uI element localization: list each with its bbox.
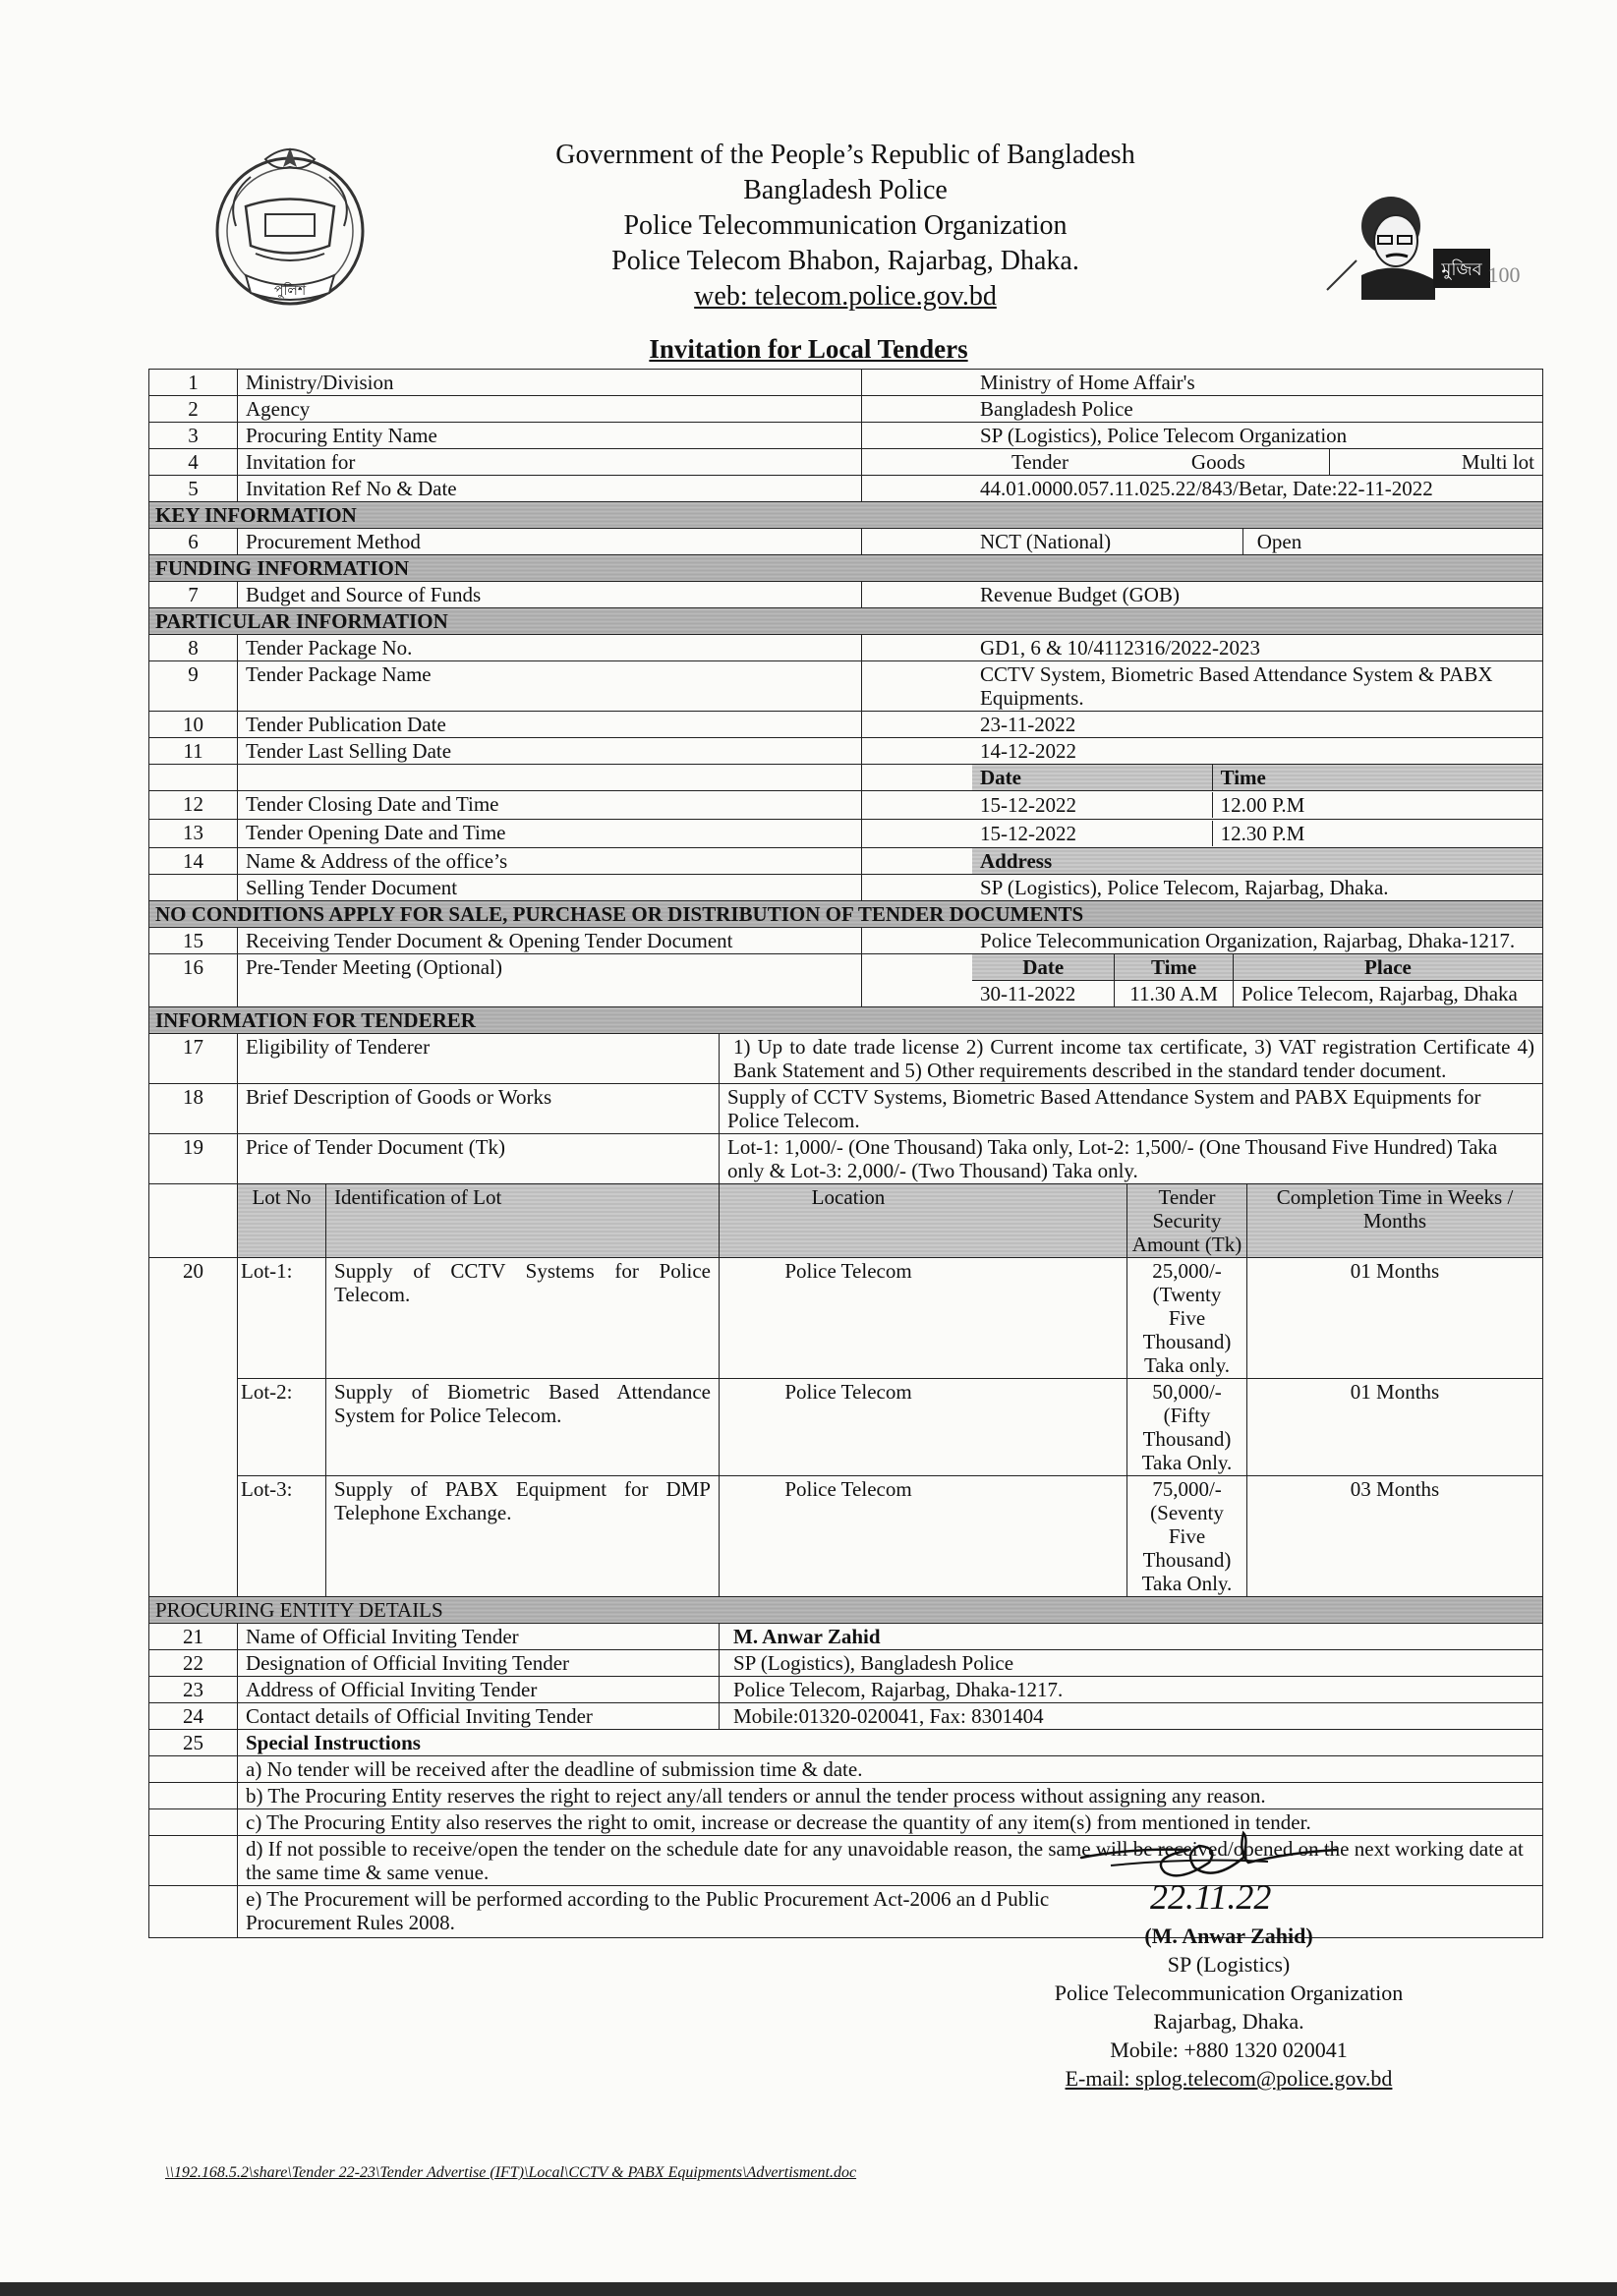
table-row xyxy=(149,476,1543,502)
procurement-method: NCT (National) xyxy=(980,530,1112,553)
row-value: SP (Logistics), Bangladesh Police xyxy=(720,1650,1543,1677)
table-row xyxy=(149,820,1543,848)
table-row xyxy=(149,954,1543,1007)
row-label: Tender Publication Date xyxy=(238,712,862,738)
table-row xyxy=(149,396,1543,423)
table-row xyxy=(149,1034,1543,1084)
row-label: Name of Official Inviting Tender xyxy=(238,1624,720,1650)
row-label: Receiving Tender Document & Opening Tender Document xyxy=(238,928,862,954)
lot-location: Police Telecom xyxy=(720,1476,1127,1597)
row-number: 15 xyxy=(149,928,238,954)
table-row xyxy=(149,1677,1543,1703)
row-number: 12 xyxy=(149,791,238,820)
lot-completion: 01 Months xyxy=(1247,1258,1543,1379)
lot-row xyxy=(149,1476,1543,1597)
row-value: CCTV System, Biometric Based Attendance System & PABX Equipments. xyxy=(862,661,1543,712)
table-row xyxy=(149,928,1543,954)
row-number: 21 xyxy=(149,1624,238,1650)
letterhead xyxy=(452,138,1239,315)
table-row xyxy=(149,1650,1543,1677)
row-label: Ministry/Division xyxy=(238,370,862,396)
section-information-for-tenderer: INFORMATION FOR TENDERER xyxy=(149,1007,1543,1034)
row-number: 24 xyxy=(149,1703,238,1730)
invitation-category: Goods xyxy=(1190,450,1245,474)
signature-date: 22.11.22 xyxy=(1150,1877,1272,1917)
section-header xyxy=(149,502,1543,529)
meeting-date-header: Date xyxy=(1022,955,1065,979)
lot-location: Police Telecom xyxy=(720,1379,1127,1476)
row-number: 14 xyxy=(149,848,238,875)
lot-identification: Supply of Biometric Based Attendance System for Police Telecom. xyxy=(326,1379,720,1476)
footer-file-path: \\192.168.5.2\share\Tender 22-23\Tender Advertise (IFT)\Local\CCTV & PABX Equipments\Advertisment.doc xyxy=(165,2164,857,2181)
row-label: Eligibility of Tenderer xyxy=(238,1034,720,1084)
row-number: 1 xyxy=(149,370,238,396)
row-number: 4 xyxy=(149,449,238,476)
instruction-row xyxy=(149,1756,1543,1783)
signatory-block xyxy=(983,1922,1474,2093)
row-number: 3 xyxy=(149,423,238,449)
portrait-badge-text: মুজিব xyxy=(1441,259,1482,279)
table-row xyxy=(149,582,1543,608)
closing-time: 12.00 P.M xyxy=(1212,792,1542,818)
row-label: Invitation for xyxy=(238,449,862,476)
row-label: Pre-Tender Meeting (Optional) xyxy=(238,954,862,1007)
document-title: Invitation for Local Tenders xyxy=(649,334,968,364)
row-number: 13 xyxy=(149,820,238,848)
row-number: 19 xyxy=(149,1134,238,1184)
section-header xyxy=(149,608,1543,635)
row-label: Tender Package No. xyxy=(238,635,862,661)
lot-completion-header: Completion Time in Weeks / Months xyxy=(1247,1184,1543,1258)
instruction-item: b) The Procuring Entity reserves the right to reject any/all tenders or annul the tender process without assigning any reason. xyxy=(238,1783,1543,1809)
invitation-type: Tender xyxy=(1011,450,1068,474)
date-time-header-cell xyxy=(862,765,1543,791)
invitation-lot-type: Multi lot xyxy=(1329,449,1542,475)
lot-header-row xyxy=(149,1184,1543,1258)
lot-no-header: Lot No xyxy=(238,1184,326,1258)
section-header xyxy=(149,1007,1543,1034)
row-value: SP (Logistics), Police Telecom, Rajarbag, Dhaka. xyxy=(862,875,1543,901)
row-value: 14-12-2022 xyxy=(862,738,1543,765)
table-row xyxy=(149,791,1543,820)
row-label: Tender Closing Date and Time xyxy=(238,791,862,820)
table-row xyxy=(149,635,1543,661)
portrait-100-text: 100 xyxy=(1487,262,1521,287)
row-value: 23-11-2022 xyxy=(862,712,1543,738)
table-row xyxy=(149,423,1543,449)
header-web-link[interactable]: web: telecom.police.gov.bd xyxy=(694,281,997,312)
row-number: 18 xyxy=(149,1084,238,1134)
row-label: Agency xyxy=(238,396,862,423)
scan-bottom-edge xyxy=(0,2282,1617,2296)
row-number: 6 xyxy=(149,529,238,555)
closing-date-time-cell xyxy=(862,791,1543,820)
row-value: Revenue Budget (GOB) xyxy=(862,582,1543,608)
row-label: Tender Package Name xyxy=(238,661,862,712)
section-header xyxy=(149,1597,1543,1624)
header-line-government: Government of the People’s Republic of Bangladesh xyxy=(555,140,1135,170)
section-particular-information: PARTICULAR INFORMATION xyxy=(149,608,1543,635)
lot-number: Lot-3: xyxy=(238,1476,326,1597)
header-line-police: Bangladesh Police xyxy=(743,175,948,205)
row-label: Procurement Method xyxy=(238,529,862,555)
row-label: Procuring Entity Name xyxy=(238,423,862,449)
row-number: 16 xyxy=(149,954,238,1007)
meeting-place-header: Place xyxy=(1233,954,1542,980)
table-row xyxy=(149,1703,1543,1730)
row-value: SP (Logistics), Police Telecom Organization xyxy=(862,423,1543,449)
row-number: 5 xyxy=(149,476,238,502)
opening-date-time-cell xyxy=(862,820,1543,848)
emblem-text: পুলিশ xyxy=(273,284,307,299)
row-label: Name & Address of the office’s xyxy=(238,848,862,875)
row-number: 7 xyxy=(149,582,238,608)
section-header xyxy=(149,555,1543,582)
instruction-item: e) The Procurement will be performed according to the Public Procurement Act-2006 an d Public Procurement Rules 2008. xyxy=(238,1886,1543,1938)
lot-identification: Supply of CCTV Systems for Police Telecom. xyxy=(326,1258,720,1379)
signatory-place: Rajarbag, Dhaka. xyxy=(1153,2009,1304,2034)
table-row xyxy=(149,712,1543,738)
lot-completion: 03 Months xyxy=(1247,1476,1543,1597)
table-row xyxy=(149,875,1543,901)
instruction-item: a) No tender will be received after the deadline of submission time & date. xyxy=(238,1756,1543,1783)
row-value: 44.01.0000.057.11.025.22/843/Betar, Date:22-11-2022 xyxy=(862,476,1543,502)
row-label: Selling Tender Document xyxy=(238,875,862,901)
row-value: 1) Up to date trade license 2) Current income tax certificate, 3) VAT registration Certificate 4) Bank Statement and 5) Other requirements described in the standard tender document. xyxy=(720,1034,1543,1084)
row-value: Supply of CCTV Systems, Biometric Based Attendance System and PABX Equipments for Police Telecom. xyxy=(720,1084,1543,1134)
row-value: Police Telecommunication Organization, Rajarbag, Dhaka-1217. xyxy=(862,928,1543,954)
row-label: Budget and Source of Funds xyxy=(238,582,862,608)
row-label: Brief Description of Goods or Works xyxy=(238,1084,720,1134)
row-value: Mobile:01320-020041, Fax: 8301404 xyxy=(720,1703,1543,1730)
lot-location: Police Telecom xyxy=(720,1258,1127,1379)
special-instructions-heading: Special Instructions xyxy=(238,1730,1543,1756)
section-procuring-entity-details: PROCURING ENTITY DETAILS xyxy=(149,1597,1543,1624)
table-row xyxy=(149,529,1543,555)
time-header: Time xyxy=(1212,765,1542,790)
meeting-time-header: Time xyxy=(1114,954,1233,980)
tender-table xyxy=(148,369,1543,1938)
signatory-designation: SP (Logistics) xyxy=(1167,1952,1291,1977)
signatory-organization: Police Telecommunication Organization xyxy=(1054,1980,1404,2005)
row-number: 17 xyxy=(149,1034,238,1084)
invitation-for-cell xyxy=(862,449,1543,476)
row-number: 20 xyxy=(149,1258,238,1597)
lot-row xyxy=(149,1379,1543,1476)
table-row xyxy=(149,765,1543,791)
row-value: M. Anwar Zahid xyxy=(720,1624,1543,1650)
table-row xyxy=(149,1084,1543,1134)
table-row xyxy=(149,1730,1543,1756)
address-header: Address xyxy=(972,848,1542,874)
lot-security-header: Tender Security Amount (Tk) xyxy=(1127,1184,1247,1258)
lot-location-header: Location xyxy=(720,1184,1127,1258)
lot-completion: 01 Months xyxy=(1247,1379,1543,1476)
handwritten-signature-icon xyxy=(1071,1828,1347,1917)
signatory-name: (M. Anwar Zahid) xyxy=(1144,1923,1313,1948)
header-line-organization: Police Telecommunication Organization xyxy=(623,210,1068,241)
lot-identification-header: Identification of Lot xyxy=(326,1184,720,1258)
table-row xyxy=(149,1624,1543,1650)
signatory-email-link[interactable]: E-mail: splog.telecom@police.gov.bd xyxy=(1065,2066,1393,2091)
pre-tender-meeting-cell xyxy=(862,954,1543,1007)
lot-security: 75,000/- (Seventy Five Thousand) Taka Only. xyxy=(1127,1476,1247,1597)
table-row xyxy=(149,1134,1543,1184)
table-row xyxy=(149,661,1543,712)
instruction-item: d) If not possible to receive/open the tender on the schedule date for any unavoidable reason, the same will be received/opened on the next working date at the same time & same venue. xyxy=(238,1836,1543,1886)
table-row xyxy=(149,738,1543,765)
section-header xyxy=(149,901,1543,928)
row-value: Ministry of Home Affair's xyxy=(862,370,1543,396)
table-row xyxy=(149,848,1543,875)
instruction-row xyxy=(149,1783,1543,1809)
meeting-place: Police Telecom, Rajarbag, Dhaka xyxy=(1233,981,1542,1006)
meeting-time: 11.30 A.M xyxy=(1114,981,1233,1006)
row-number: 9 xyxy=(149,661,238,712)
instruction-item: c) The Procuring Entity also reserves the right to omit, increase or decrease the quantity of any item(s) from mentioned in tender. xyxy=(238,1809,1543,1836)
section-key-information: KEY INFORMATION xyxy=(149,502,1543,529)
lot-number: Lot-1: xyxy=(238,1258,326,1379)
address-header-cell xyxy=(862,848,1543,875)
row-value: Lot-1: 1,000/- (One Thousand) Taka only, Lot-2: 1,500/- (One Thousand Five Hundred) Taka only & Lot-3: 2,000/- (Two Thousand) Taka only. xyxy=(720,1134,1543,1184)
row-label: Tender Last Selling Date xyxy=(238,738,862,765)
opening-time: 12.30 P.M xyxy=(1212,821,1542,846)
section-funding-information: FUNDING INFORMATION xyxy=(149,555,1543,582)
table-row xyxy=(149,449,1543,476)
row-value: Bangladesh Police xyxy=(862,396,1543,423)
lot-security: 25,000/- (Twenty Five Thousand) Taka only. xyxy=(1127,1258,1247,1379)
row-number: 8 xyxy=(149,635,238,661)
row-number: 10 xyxy=(149,712,238,738)
table-row xyxy=(149,370,1543,396)
row-value: GD1, 6 & 10/4112316/2022-2023 xyxy=(862,635,1543,661)
row-label: Tender Opening Date and Time xyxy=(238,820,862,848)
row-label: Address of Official Inviting Tender xyxy=(238,1677,720,1703)
lot-number: Lot-2: xyxy=(238,1379,326,1476)
row-number: 25 xyxy=(149,1730,238,1756)
mujib-100-logo-icon xyxy=(1317,182,1524,310)
signatory-mobile: Mobile: +880 1320 020041 xyxy=(1110,2038,1348,2062)
row-number: 22 xyxy=(149,1650,238,1677)
meeting-date: 30-11-2022 xyxy=(980,982,1076,1005)
row-label: Contact details of Official Inviting Tender xyxy=(238,1703,720,1730)
procurement-type: Open xyxy=(1242,529,1542,554)
section-no-conditions: NO CONDITIONS APPLY FOR SALE, PURCHASE OR DISTRIBUTION OF TENDER DOCUMENTS xyxy=(149,901,1543,928)
header-line-address: Police Telecom Bhabon, Rajarbag, Dhaka. xyxy=(611,246,1079,276)
lot-row xyxy=(149,1258,1543,1379)
row-label: Price of Tender Document (Tk) xyxy=(238,1134,720,1184)
procurement-method-cell xyxy=(862,529,1543,555)
lot-identification: Supply of PABX Equipment for DMP Telephone Exchange. xyxy=(326,1476,720,1597)
row-value: Police Telecom, Rajarbag, Dhaka-1217. xyxy=(720,1677,1543,1703)
row-label: Designation of Official Inviting Tender xyxy=(238,1650,720,1677)
closing-date: 15-12-2022 xyxy=(980,793,1076,817)
opening-date: 15-12-2022 xyxy=(980,822,1076,845)
row-number: 23 xyxy=(149,1677,238,1703)
row-number: 2 xyxy=(149,396,238,423)
lot-security: 50,000/- (Fifty Thousand) Taka Only. xyxy=(1127,1379,1247,1476)
row-number: 11 xyxy=(149,738,238,765)
police-emblem-icon xyxy=(206,138,374,315)
row-label: Invitation Ref No & Date xyxy=(238,476,862,502)
date-header: Date xyxy=(980,766,1021,789)
